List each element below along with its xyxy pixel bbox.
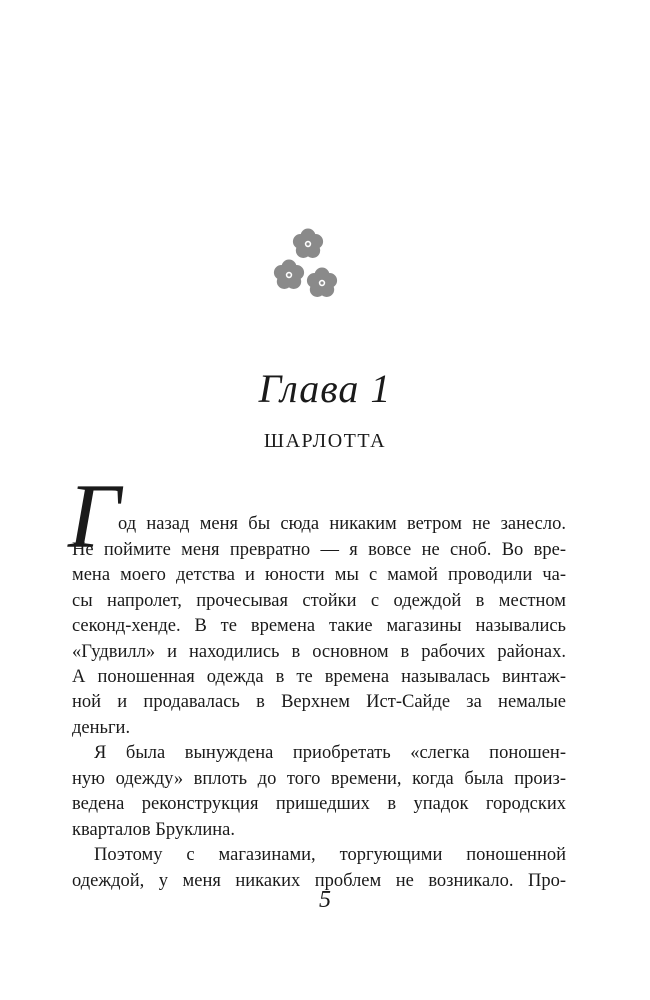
drop-cap: Г: [68, 465, 121, 567]
text-line: деньги.: [72, 718, 131, 738]
text-line: А поношенная одежда в те времена называлась винтаж-: [72, 667, 566, 687]
text-line: одеждой, у меня никаких проблем не возникало. Про-: [72, 871, 566, 891]
text-line: кварталов Бруклина.: [72, 820, 235, 840]
text-line: ную одежду» вплоть до того времени, когда была произ-: [72, 769, 566, 789]
text-line: ведена реконструкция пришедших в упадок городских: [72, 794, 566, 814]
text-line: од назад меня бы сюда никаким ветром не занесло.: [118, 514, 566, 534]
page-number: 5: [319, 887, 331, 913]
text-line: секонд-хенде. В те времена такие магазины назывались: [72, 616, 566, 636]
text-line: сы напролет, прочесывая стойки с одеждой в местном: [72, 591, 566, 611]
text-line: Не поймите меня превратно — я вовсе не сноб. Во вре-: [72, 540, 566, 560]
text-line: Поэтому с магазинами, торгующими поношенной: [94, 845, 566, 865]
flower-icon-right: [307, 268, 337, 298]
text-line: ной и продавалась в Верхнем Ист-Сайде за немалые: [72, 692, 566, 712]
text-line: «Гудвилл» и находились в основном в рабочих районах.: [72, 642, 566, 662]
chapter-title: Глава 1: [258, 366, 392, 411]
chapter-subtitle: ШАРЛОТТА: [263, 430, 387, 452]
flower-ornament: [0, 0, 650, 320]
text-line: мена моего детства и юности мы с мамой проводили ча-: [72, 565, 566, 585]
flower-icon-left: [274, 260, 304, 290]
text-line: Я была вынуждена приобретать «слегка поношен-: [94, 743, 566, 763]
flower-icon-top: [293, 229, 323, 259]
